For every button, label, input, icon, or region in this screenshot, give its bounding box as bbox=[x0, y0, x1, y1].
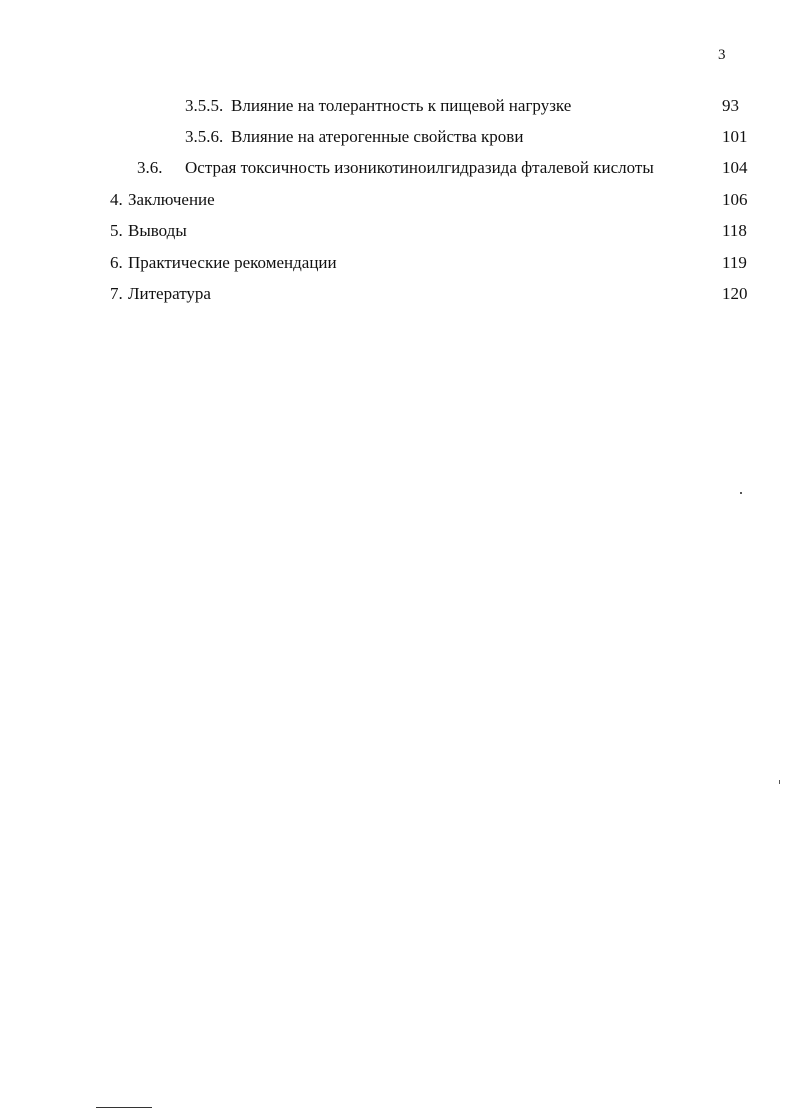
toc-entry-number: 3.6. bbox=[137, 158, 163, 177]
footer-rule bbox=[96, 1107, 152, 1108]
toc-entry-title: Острая токсичность изоникотиноилгидразида фталевой кислоты bbox=[185, 158, 654, 177]
toc-entry-number: 4. bbox=[110, 190, 123, 209]
toc-entry-number: 7. bbox=[110, 284, 123, 303]
toc-entry-title: Выводы bbox=[128, 221, 187, 240]
scan-speck bbox=[740, 492, 742, 494]
toc-entry-title: Практические рекомендации bbox=[128, 253, 337, 272]
toc-entry-number: 5. bbox=[110, 221, 123, 240]
toc-entry-title: Литература bbox=[128, 284, 211, 303]
toc-entry-number: 6. bbox=[110, 253, 123, 272]
toc-entry-page: 104 bbox=[722, 158, 748, 177]
scan-speck bbox=[779, 780, 780, 784]
toc-entry-page: 106 bbox=[722, 190, 748, 209]
toc-entry-page: 120 bbox=[722, 284, 748, 303]
toc-entry-number: 3.5.5. bbox=[185, 96, 224, 115]
toc-entry-page: 101 bbox=[722, 127, 748, 146]
toc-entry-page: 119 bbox=[722, 253, 747, 272]
toc-entry-title: Влияние на толерантность к пищевой нагрузке bbox=[231, 96, 572, 115]
toc-entry-number: 3.5.6. bbox=[185, 127, 224, 146]
toc-entry-title: Влияние на атерогенные свойства крови bbox=[231, 127, 524, 146]
toc-entry-page: 93 bbox=[722, 96, 739, 115]
toc-entry-page: 118 bbox=[722, 221, 747, 240]
page-number: 3 bbox=[718, 47, 726, 63]
toc-entry-title: Заключение bbox=[128, 190, 215, 209]
